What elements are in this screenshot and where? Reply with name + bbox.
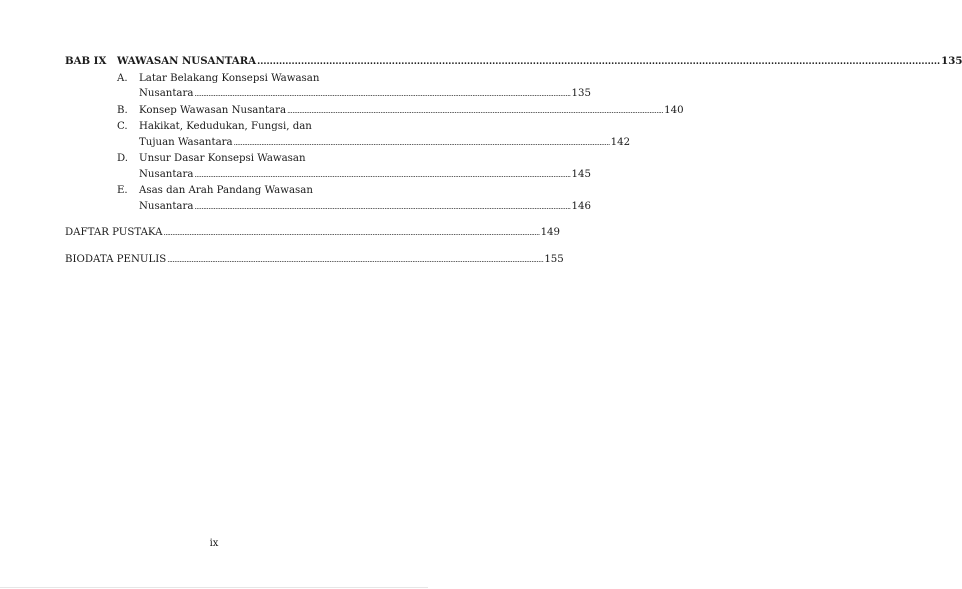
back-matter-page: 155 <box>544 253 564 265</box>
item-title-line1: Konsep Wawasan Nusantara <box>139 104 287 116</box>
item-title-line2: Nusantara <box>139 88 194 99</box>
toc-item-d[interactable] <box>65 151 591 183</box>
back-matter-title: DAFTAR PUSTAKA <box>65 227 163 238</box>
toc-item-c[interactable] <box>65 119 631 151</box>
item-title-line1: Latar Belakang Konsepsi Wawasan <box>139 72 320 84</box>
toc-item-b[interactable] <box>65 103 684 120</box>
dot-leader <box>194 87 570 103</box>
table-of-contents <box>65 54 962 268</box>
item-title-line1: Asas dan Arah Pandang Wawasan <box>139 185 313 196</box>
dot-leader <box>164 226 540 242</box>
dot-leader <box>234 136 610 152</box>
dot-leader <box>167 253 543 269</box>
dot-leader <box>194 168 570 184</box>
page-number: ix <box>209 538 219 549</box>
toc-item-e[interactable] <box>65 183 591 215</box>
item-title-line1: Unsur Dasar Konsepsi Wawasan <box>139 153 306 164</box>
chapter-number: BAB IX <box>65 55 107 67</box>
chapter-title: WAWASAN NUSANTARA <box>117 55 257 67</box>
dot-leader <box>287 104 663 120</box>
item-title-line2: Nusantara <box>139 200 194 212</box>
item-page: 142 <box>610 136 631 148</box>
chapter-page: 135 <box>941 55 962 67</box>
dot-leader <box>257 55 940 71</box>
item-title-line1: Hakikat, Kedudukan, Fungsi, dan <box>139 121 312 132</box>
back-matter-page: 149 <box>540 227 561 238</box>
item-page: 140 <box>664 104 684 116</box>
dot-leader <box>194 200 570 216</box>
item-page: 135 <box>571 88 591 99</box>
item-page: 145 <box>571 168 591 180</box>
item-page: 146 <box>571 200 591 212</box>
toc-daftar-pustaka[interactable] <box>65 225 561 242</box>
item-title-line2: Tujuan Wasantara <box>139 136 233 148</box>
item-letter: C. <box>117 121 128 132</box>
item-letter: A. <box>117 72 128 84</box>
toc-item-a[interactable] <box>65 71 591 103</box>
page-edge <box>0 587 428 588</box>
toc-chapter-entry[interactable] <box>65 54 962 71</box>
item-title-line2: Nusantara <box>139 168 194 180</box>
toc-biodata-penulis[interactable] <box>65 252 564 269</box>
item-letter: E. <box>117 185 128 196</box>
item-letter: B. <box>117 104 128 116</box>
item-letter: D. <box>117 153 129 164</box>
back-matter-title: BIODATA PENULIS <box>65 253 167 265</box>
